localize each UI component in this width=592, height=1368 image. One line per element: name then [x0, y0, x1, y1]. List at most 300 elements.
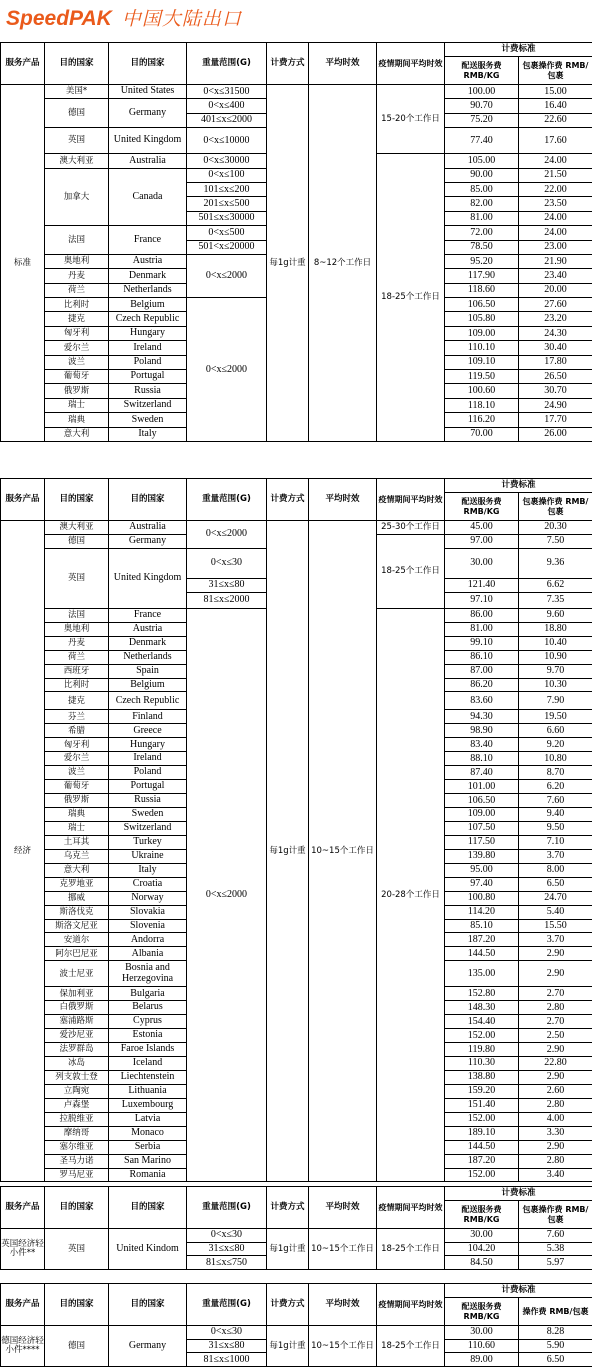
- weight-range: 31≤x≤80: [187, 578, 267, 592]
- handling-fee: 17.80: [519, 355, 592, 369]
- country-zh: 法国: [45, 226, 109, 255]
- billing-header: 计费方式: [267, 1284, 309, 1326]
- country-en: Croatia: [109, 877, 187, 891]
- delivery-fee: 117.90: [445, 269, 519, 283]
- country-en: Slovenia: [109, 919, 187, 933]
- handling-fee: 23.00: [519, 240, 592, 254]
- weight-range: 401≤x≤2000: [187, 113, 267, 127]
- brand-name: SpeedPAK: [6, 7, 112, 30]
- weight-range: 31≤x≤80: [187, 1339, 267, 1353]
- country-en: Netherlands: [109, 283, 187, 297]
- handling-fee: 7.90: [519, 692, 592, 710]
- handling-fee: 24.70: [519, 891, 592, 905]
- billing-header: 计费方式: [267, 43, 309, 85]
- country-en: Belgium: [109, 298, 187, 312]
- weight-range: 501<x≤20000: [187, 240, 267, 254]
- delivery-fee: 151.40: [445, 1098, 519, 1112]
- delivery-fee-header: 配送服务费 RMB/KG: [445, 493, 519, 521]
- billing-method: 每1g计重: [267, 85, 309, 442]
- handling-fee: 22.00: [519, 182, 592, 196]
- delivery-fee: 30.00: [445, 1326, 519, 1340]
- average-time: 10~15个工作日: [309, 521, 377, 1182]
- epidemic-time: 15-20个工作日: [377, 85, 445, 154]
- delivery-fee: 98.90: [445, 724, 519, 738]
- handling-fee: 24.90: [519, 398, 592, 412]
- delivery-fee: 88.10: [445, 752, 519, 766]
- country-zh: 捷克: [45, 312, 109, 326]
- handling-fee: 15.00: [519, 85, 592, 99]
- country-zh: 葡萄牙: [45, 780, 109, 794]
- fee-group-header: 计费标准: [445, 1187, 592, 1201]
- handling-fee: 5.90: [519, 1339, 592, 1353]
- handling-fee: 3.70: [519, 933, 592, 947]
- handling-fee: 30.70: [519, 384, 592, 398]
- country-en: Hungary: [109, 738, 187, 752]
- delivery-fee: 72.00: [445, 226, 519, 240]
- handling-fee: 3.30: [519, 1126, 592, 1140]
- epidemic-time: 18-25个工作日: [377, 1326, 445, 1367]
- handling-fee: 20.30: [519, 521, 592, 535]
- country-zh: 芬兰: [45, 710, 109, 724]
- country-zh: 土耳其: [45, 835, 109, 849]
- country-en: Serbia: [109, 1140, 187, 1154]
- handling-fee: 26.50: [519, 370, 592, 384]
- country-zh: 斯洛伐克: [45, 905, 109, 919]
- country-en: San Marino: [109, 1154, 187, 1168]
- country-en: Cyprus: [109, 1015, 187, 1029]
- delivery-fee: 105.00: [445, 154, 519, 168]
- dest-en-header: 目的国家: [109, 479, 187, 521]
- dest-zh-header: 目的国家: [45, 1284, 109, 1326]
- table-row: [1, 1229, 592, 1243]
- handling-fee: 23.40: [519, 269, 592, 283]
- country-zh: 塞浦路斯: [45, 1015, 109, 1029]
- handling-fee: 9.60: [519, 608, 592, 622]
- table-row: [1, 85, 592, 99]
- delivery-fee: 187.20: [445, 933, 519, 947]
- delivery-fee: 86.00: [445, 608, 519, 622]
- country-en: Romania: [109, 1168, 187, 1182]
- country-zh: 英国: [45, 128, 109, 154]
- country-en: Poland: [109, 766, 187, 780]
- country-en: Italy: [109, 863, 187, 877]
- delivery-fee: 144.50: [445, 947, 519, 961]
- delivery-fee: 85.10: [445, 919, 519, 933]
- handling-fee: 6.20: [519, 780, 592, 794]
- weight-range: 101≤x≤200: [187, 182, 267, 196]
- country-en: Spain: [109, 664, 187, 678]
- country-en: Switzerland: [109, 398, 187, 412]
- handling-fee: 2.90: [519, 1140, 592, 1154]
- weight-range: 31≤x≤80: [187, 1242, 267, 1256]
- delivery-fee: 84.50: [445, 1256, 519, 1270]
- country-en: Ireland: [109, 341, 187, 355]
- delivery-fee: 85.00: [445, 182, 519, 196]
- epidemic-header: 疫情期间平均时效: [377, 1284, 445, 1326]
- delivery-fee: 87.40: [445, 766, 519, 780]
- delivery-fee: 86.20: [445, 678, 519, 692]
- country-zh: 白俄罗斯: [45, 1001, 109, 1015]
- country-en: Iceland: [109, 1057, 187, 1071]
- country-zh: 奥地利: [45, 254, 109, 268]
- handling-fee: 24.00: [519, 154, 592, 168]
- country-zh: 比利时: [45, 678, 109, 692]
- rate-table-0: [0, 42, 592, 442]
- country-zh: 德国: [45, 534, 109, 548]
- delivery-fee: 97.10: [445, 592, 519, 608]
- rate-table-2: [0, 1186, 592, 1270]
- fee-group-header: 计费标准: [445, 479, 592, 493]
- handling-fee: 3.40: [519, 1168, 592, 1182]
- handling-fee: 9.40: [519, 808, 592, 822]
- delivery-fee: 118.10: [445, 398, 519, 412]
- country-zh: 克罗地亚: [45, 877, 109, 891]
- delivery-fee: 135.00: [445, 961, 519, 987]
- handling-fee: 24.00: [519, 226, 592, 240]
- header-row: [1, 1284, 592, 1298]
- country-zh: 乌克兰: [45, 849, 109, 863]
- country-en: Switzerland: [109, 821, 187, 835]
- delivery-fee: 148.30: [445, 1001, 519, 1015]
- country-zh: 波士尼亚: [45, 961, 109, 987]
- handling-fee: 2.70: [519, 987, 592, 1001]
- delivery-fee: 104.20: [445, 1242, 519, 1256]
- avg-time-header: 平均时效: [309, 1187, 377, 1229]
- billing-method: 每1g计重: [267, 1326, 309, 1367]
- average-time: 10~15个工作日: [309, 1326, 377, 1367]
- country-zh: 希腊: [45, 724, 109, 738]
- country-zh: 瑞士: [45, 821, 109, 835]
- handling-fee: 5.38: [519, 1242, 592, 1256]
- delivery-fee-header: 配送服务费 RMB/KG: [445, 1298, 519, 1326]
- country-zh: 匈牙利: [45, 738, 109, 752]
- country-zh: 冰岛: [45, 1057, 109, 1071]
- handling-fee: 6.62: [519, 578, 592, 592]
- country-en: Lithuania: [109, 1084, 187, 1098]
- weight-range: 0<x≤2000: [187, 254, 267, 297]
- delivery-fee: 189.10: [445, 1126, 519, 1140]
- handling-fee: 17.60: [519, 128, 592, 154]
- delivery-fee: 90.70: [445, 99, 519, 113]
- epidemic-time: 20-28个工作日: [377, 608, 445, 1182]
- handling-fee: 2.90: [519, 947, 592, 961]
- rate-table-1: [0, 478, 592, 1182]
- country-en: Canada: [109, 168, 187, 226]
- country-en: Ireland: [109, 752, 187, 766]
- handling-fee: 26.00: [519, 427, 592, 441]
- country-en: Portugal: [109, 780, 187, 794]
- country-zh: 丹麦: [45, 269, 109, 283]
- delivery-fee: 78.50: [445, 240, 519, 254]
- handling-fee: 23.20: [519, 312, 592, 326]
- delivery-fee: 152.80: [445, 987, 519, 1001]
- country-zh: 塞尔维亚: [45, 1140, 109, 1154]
- service-name: 标准: [1, 85, 45, 442]
- handling-fee: 2.80: [519, 1154, 592, 1168]
- table-row: [1, 1326, 592, 1340]
- delivery-fee: 95.20: [445, 254, 519, 268]
- table-row: [1, 521, 592, 535]
- country-en: United Kingdom: [109, 128, 187, 154]
- handling-fee: 15.50: [519, 919, 592, 933]
- delivery-fee: 119.50: [445, 370, 519, 384]
- country-en: Ukraine: [109, 849, 187, 863]
- country-en: Germany: [109, 99, 187, 128]
- delivery-fee: 81.00: [445, 622, 519, 636]
- delivery-fee: 97.40: [445, 877, 519, 891]
- weight-header: 重量范围(G): [187, 43, 267, 85]
- country-zh: 奥地利: [45, 622, 109, 636]
- country-en: Slovakia: [109, 905, 187, 919]
- delivery-fee: 94.30: [445, 710, 519, 724]
- country-zh: 澳大利亚: [45, 521, 109, 535]
- service-header: 服务产品: [1, 1187, 45, 1229]
- country-zh: 法罗群岛: [45, 1043, 109, 1057]
- country-zh: 摩纳哥: [45, 1126, 109, 1140]
- country-zh: 挪威: [45, 891, 109, 905]
- country-en: France: [109, 608, 187, 622]
- fee-group-header: 计费标准: [445, 43, 592, 57]
- country-en: Portugal: [109, 370, 187, 384]
- weight-range: 81≤x≤1000: [187, 1353, 267, 1367]
- country-zh: 波兰: [45, 766, 109, 780]
- weight-range: 0<x≤100: [187, 168, 267, 182]
- delivery-fee: 86.10: [445, 650, 519, 664]
- handling-fee: 2.70: [519, 1015, 592, 1029]
- country-zh: 列支敦士登: [45, 1070, 109, 1084]
- delivery-fee: 100.00: [445, 85, 519, 99]
- dest-en-header: 目的国家: [109, 1284, 187, 1326]
- weight-range: 81≤x≤2000: [187, 592, 267, 608]
- country-en: Finland: [109, 710, 187, 724]
- delivery-fee: 30.00: [445, 1229, 519, 1243]
- weight-header: 重量范围(G): [187, 1284, 267, 1326]
- country-zh: 西班牙: [45, 664, 109, 678]
- handling-fee: 4.00: [519, 1112, 592, 1126]
- country-zh: 罗马尼亚: [45, 1168, 109, 1182]
- country-zh: 荷兰: [45, 283, 109, 297]
- country-zh: 立陶宛: [45, 1084, 109, 1098]
- country-en: Australia: [109, 521, 187, 535]
- delivery-fee: 100.60: [445, 384, 519, 398]
- handling-fee: 3.70: [519, 849, 592, 863]
- country-zh: 瑞典: [45, 413, 109, 427]
- handling-fee: 24.00: [519, 211, 592, 225]
- weight-range: 0<x≤400: [187, 99, 267, 113]
- handling-fee: 20.00: [519, 283, 592, 297]
- epidemic-time: 25-30个工作日: [377, 521, 445, 535]
- delivery-fee: 107.50: [445, 821, 519, 835]
- country-zh: 葡萄牙: [45, 370, 109, 384]
- delivery-fee: 114.20: [445, 905, 519, 919]
- country-en: Bosnia and Herzegovina: [109, 961, 187, 987]
- handling-fee: 10.80: [519, 752, 592, 766]
- country-en: Russia: [109, 794, 187, 808]
- country-en: Andorra: [109, 933, 187, 947]
- handling-fee: 5.97: [519, 1256, 592, 1270]
- country-en: Denmark: [109, 636, 187, 650]
- service-header: 服务产品: [1, 43, 45, 85]
- country-zh: 俄罗斯: [45, 384, 109, 398]
- delivery-fee: 110.30: [445, 1057, 519, 1071]
- weight-range: 0<x≤31500: [187, 85, 267, 99]
- country-en: United States: [109, 85, 187, 99]
- country-en: Netherlands: [109, 650, 187, 664]
- epidemic-header: 疫情期间平均时效: [377, 479, 445, 521]
- country-en: Monaco: [109, 1126, 187, 1140]
- handling-fee-header: 包裹操作费 RMB/包裹: [519, 57, 592, 85]
- billing-header: 计费方式: [267, 1187, 309, 1229]
- country-en: Italy: [109, 427, 187, 441]
- delivery-fee-header: 配送服务费 RMB/KG: [445, 57, 519, 85]
- header-row: [1, 1187, 592, 1201]
- header-row: [1, 43, 592, 57]
- country-zh: 安道尔: [45, 933, 109, 947]
- country-zh: 爱沙尼亚: [45, 1029, 109, 1043]
- epidemic-time: 18-25个工作日: [377, 1229, 445, 1270]
- delivery-fee: 144.50: [445, 1140, 519, 1154]
- handling-fee: 7.10: [519, 835, 592, 849]
- delivery-fee: 99.10: [445, 636, 519, 650]
- delivery-fee: 116.20: [445, 413, 519, 427]
- country-zh: 德国: [45, 1326, 109, 1367]
- delivery-fee: 95.00: [445, 863, 519, 877]
- delivery-fee: 109.00: [445, 808, 519, 822]
- country-en: Denmark: [109, 269, 187, 283]
- country-zh: 拉脱维亚: [45, 1112, 109, 1126]
- weight-range: 0<x≤30: [187, 1326, 267, 1340]
- fee-group-header: 计费标准: [445, 1284, 592, 1298]
- country-en: United Kindom: [109, 1229, 187, 1270]
- country-en: Russia: [109, 384, 187, 398]
- delivery-fee: 152.00: [445, 1168, 519, 1182]
- handling-fee: 2.90: [519, 1070, 592, 1084]
- delivery-fee: 77.40: [445, 128, 519, 154]
- handling-fee: 2.50: [519, 1029, 592, 1043]
- avg-time-header: 平均时效: [309, 1284, 377, 1326]
- handling-fee: 19.50: [519, 710, 592, 724]
- handling-fee: 2.90: [519, 1043, 592, 1057]
- country-zh: 斯洛文尼亚: [45, 919, 109, 933]
- delivery-fee: 139.80: [445, 849, 519, 863]
- handling-fee: 27.60: [519, 298, 592, 312]
- handling-fee-header: 包裹操作费 RMB/包裹: [519, 493, 592, 521]
- handling-fee: 8.28: [519, 1326, 592, 1340]
- country-en: Austria: [109, 622, 187, 636]
- delivery-fee: 101.00: [445, 780, 519, 794]
- country-en: Czech Republic: [109, 312, 187, 326]
- dest-zh-header: 目的国家: [45, 43, 109, 85]
- country-zh: 爱尔兰: [45, 752, 109, 766]
- country-en: Germany: [109, 534, 187, 548]
- handling-fee: 2.60: [519, 1084, 592, 1098]
- average-time: 8~12个工作日: [309, 85, 377, 442]
- country-zh: 法国: [45, 608, 109, 622]
- country-en: Germany: [109, 1326, 187, 1367]
- country-en: Belgium: [109, 678, 187, 692]
- country-en: Turkey: [109, 835, 187, 849]
- delivery-fee: 100.80: [445, 891, 519, 905]
- handling-fee: 2.80: [519, 1098, 592, 1112]
- handling-fee: 7.60: [519, 794, 592, 808]
- delivery-fee: 105.80: [445, 312, 519, 326]
- country-en: United Kingdom: [109, 548, 187, 608]
- country-en: Czech Republic: [109, 692, 187, 710]
- delivery-fee: 106.50: [445, 298, 519, 312]
- header-row: [1, 479, 592, 493]
- handling-fee: 6.50: [519, 1353, 592, 1367]
- delivery-fee: 83.60: [445, 692, 519, 710]
- weight-range: 0<x≤500: [187, 226, 267, 240]
- delivery-fee: 30.00: [445, 548, 519, 578]
- handling-fee: 23.50: [519, 197, 592, 211]
- handling-fee: 22.60: [519, 113, 592, 127]
- delivery-fee: 159.20: [445, 1084, 519, 1098]
- handling-fee: 10.30: [519, 678, 592, 692]
- avg-time-header: 平均时效: [309, 479, 377, 521]
- country-zh: 瑞士: [45, 398, 109, 412]
- delivery-fee: 89.00: [445, 1353, 519, 1367]
- delivery-fee: 75.20: [445, 113, 519, 127]
- country-zh: 丹麦: [45, 636, 109, 650]
- country-en: Norway: [109, 891, 187, 905]
- delivery-fee: 45.00: [445, 521, 519, 535]
- country-zh: 卢森堡: [45, 1098, 109, 1112]
- country-zh: 意大利: [45, 427, 109, 441]
- epidemic-time: 18-25个工作日: [377, 534, 445, 608]
- country-en: France: [109, 226, 187, 255]
- handling-fee: 9.20: [519, 738, 592, 752]
- handling-fee: 18.80: [519, 622, 592, 636]
- country-zh: 圣马力诺: [45, 1154, 109, 1168]
- delivery-fee: 90.00: [445, 168, 519, 182]
- delivery-fee: 152.00: [445, 1029, 519, 1043]
- delivery-fee: 87.00: [445, 664, 519, 678]
- billing-method: 每1g计重: [267, 1229, 309, 1270]
- handling-fee: 30.40: [519, 341, 592, 355]
- epidemic-header: 疫情期间平均时效: [377, 43, 445, 85]
- handling-fee: 9.70: [519, 664, 592, 678]
- handling-fee: 21.50: [519, 168, 592, 182]
- weight-range: 81≤x≤750: [187, 1256, 267, 1270]
- delivery-fee: 138.80: [445, 1070, 519, 1084]
- country-zh: 匈牙利: [45, 326, 109, 340]
- country-en: Sweden: [109, 413, 187, 427]
- country-en: Albania: [109, 947, 187, 961]
- handling-fee: 9.50: [519, 821, 592, 835]
- country-zh: 瑞典: [45, 808, 109, 822]
- handling-fee: 7.35: [519, 592, 592, 608]
- brand-subtitle: 中国大陆出口: [121, 8, 242, 30]
- service-name: 德国经济轻小件****: [1, 1326, 45, 1367]
- weight-header: 重量范围(G): [187, 1187, 267, 1229]
- country-zh: 阿尔巴尼亚: [45, 947, 109, 961]
- country-en: Austria: [109, 254, 187, 268]
- handling-fee: 22.80: [519, 1057, 592, 1071]
- country-en: Belarus: [109, 1001, 187, 1015]
- weight-header: 重量范围(G): [187, 479, 267, 521]
- country-zh: 意大利: [45, 863, 109, 877]
- weight-range: 0<x≤30000: [187, 154, 267, 168]
- dest-zh-header: 目的国家: [45, 1187, 109, 1229]
- handling-fee: 10.90: [519, 650, 592, 664]
- handling-fee: 7.50: [519, 534, 592, 548]
- country-zh: 英国: [45, 1229, 109, 1270]
- dest-en-header: 目的国家: [109, 43, 187, 85]
- delivery-fee: 110.60: [445, 1339, 519, 1353]
- service-header: 服务产品: [1, 1284, 45, 1326]
- weight-range: 501≤x≤30000: [187, 211, 267, 225]
